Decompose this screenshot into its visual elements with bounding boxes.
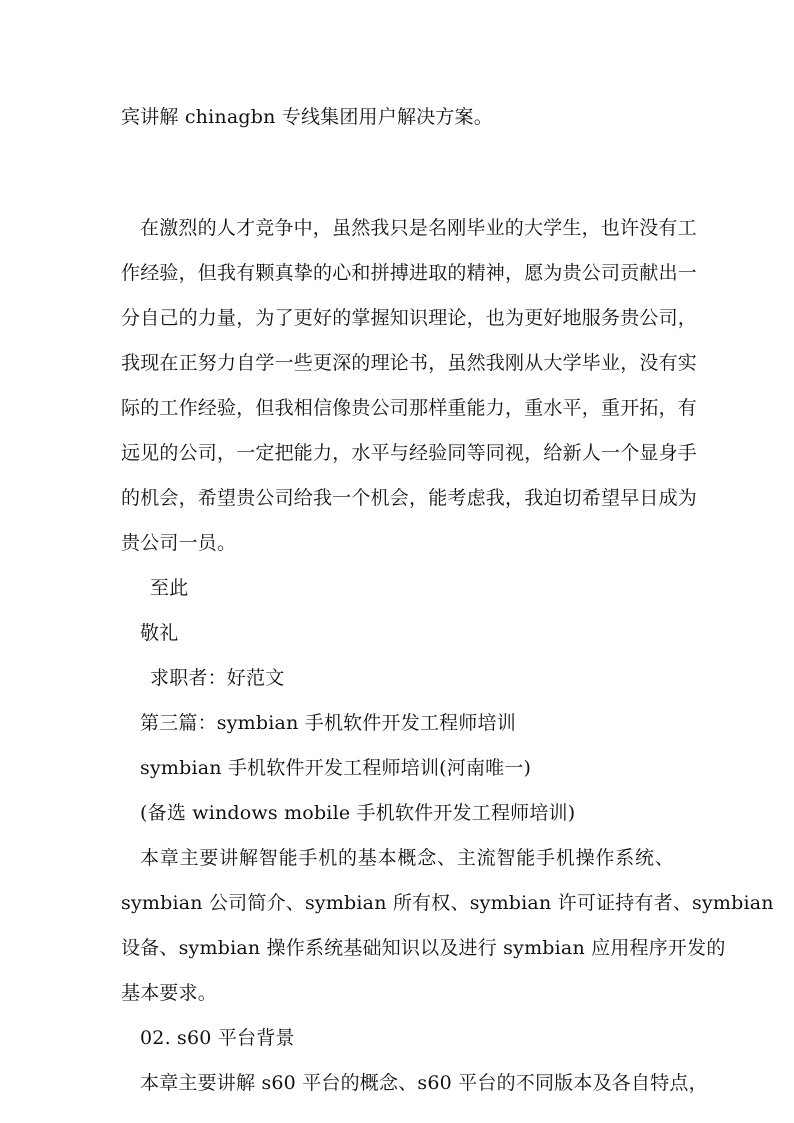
paragraph-line: symbian 公司简介、symbian 所有权、symbian 许可证持有者、symbian xyxy=(121,892,774,914)
paragraph-line: 本章主要讲解智能手机的基本概念、主流智能手机操作系统、 xyxy=(140,847,674,869)
paragraph-line: 基本要求。 xyxy=(121,982,218,1004)
paragraph-line: 的机会，希望贵公司给我一个机会，能考虑我，我迫切希望早日成为 xyxy=(121,487,698,509)
course-alternative: (备选 windows mobile 手机软件开发工程师培训) xyxy=(140,802,576,824)
closing-phrase: 至此 xyxy=(150,577,189,599)
course-title: symbian 手机软件开发工程师培训(河南唯一) xyxy=(140,757,532,779)
paragraph-line: 际的工作经验，但我相信像贵公司那样重能力，重水平，重开拓，有 xyxy=(121,397,698,419)
section-title: 第三篇：symbian 手机软件开发工程师培训 xyxy=(140,712,516,734)
paragraph-line: 远见的公司，一定把能力，水平与经验同等同视，给新人一个显身手 xyxy=(121,442,698,464)
paragraph-line: 设备、symbian 操作系统基础知识以及进行 symbian 应用程序开发的 xyxy=(121,937,726,959)
paragraph-line: 在激烈的人才竞争中，虽然我只是名刚毕业的大学生，也许没有工 xyxy=(140,217,697,239)
intro-line: 宾讲解 chinagbn 专线集团用户解决方案。 xyxy=(121,106,493,128)
signature: 求职者：好范文 xyxy=(150,667,285,689)
paragraph-line: 本章主要讲解 s60 平台的概念、s60 平台的不同版本及各自特点， xyxy=(140,1072,708,1094)
paragraph-line: 我现在正努力自学一些更深的理论书，虽然我刚从大学毕业，没有实 xyxy=(121,352,698,374)
chapter-heading: 02. s60 平台背景 xyxy=(140,1027,295,1049)
salutation: 敬礼 xyxy=(140,622,179,644)
paragraph-line: 分自己的力量，为了更好的掌握知识理论，也为更好地服务贵公司， xyxy=(121,307,698,329)
paragraph-line: 作经验，但我有颗真挚的心和拼搏进取的精神，愿为贵公司贡献出一 xyxy=(121,262,698,284)
paragraph-line: 贵公司一员。 xyxy=(121,532,237,554)
